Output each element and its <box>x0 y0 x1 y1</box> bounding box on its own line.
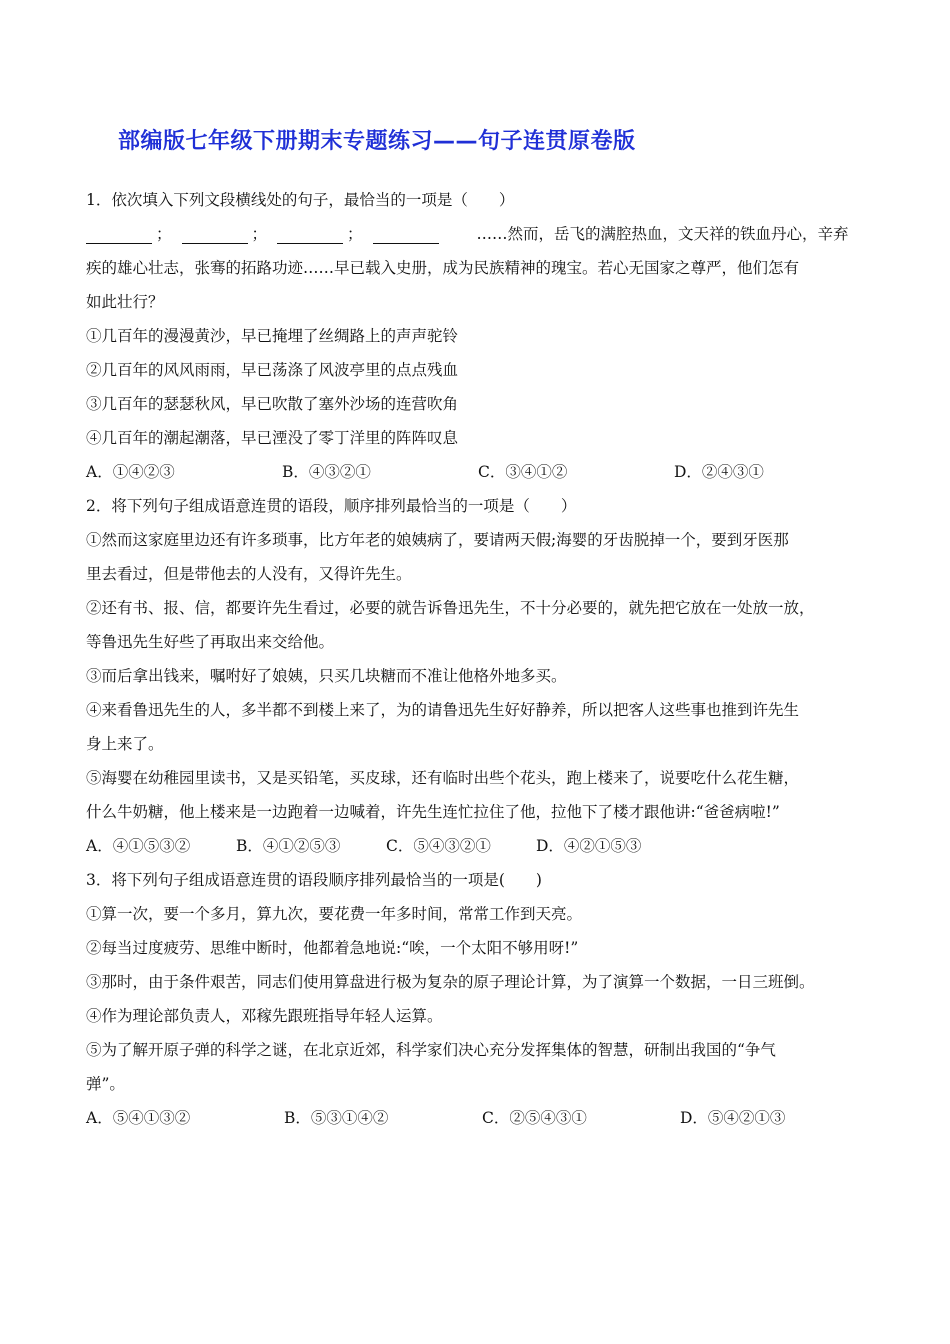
q3-line: 弹”。 <box>86 1075 125 1093</box>
q2-line: 什么牛奶糖，他上楼来是一边跑着一边喊着，许先生连忙拉住了他，拉他下了楼才跟他讲:“爸爸病啦!” <box>86 803 780 821</box>
q1-item: ④几百年的潮起潮落，早已湮没了零丁洋里的阵阵叹息 <box>86 429 459 447</box>
q1-text-line1: ……然而，岳飞的满腔热血，文天祥的铁血丹心，辛弃 <box>476 225 849 243</box>
q1-stem: 1．依次填入下列文段横线处的句子，最恰当的一项是（ ） <box>86 191 515 209</box>
q2-options <box>86 829 876 863</box>
q1-option-b[interactable]: B．④③②① <box>282 463 371 481</box>
q2-option-b[interactable]: B．④①②⑤③ <box>236 837 341 855</box>
q3-line: ③那时，由于条件艰苦，同志们使用算盘进行极为复杂的原子理论计算，为了演算一个数据，一日三班倒。 <box>86 973 815 991</box>
q1-text-line3: 如此壮行？ <box>86 293 164 311</box>
q1-item: ①几百年的漫漫黄沙，早已掩埋了丝绸路上的声声驼铃 <box>86 327 459 345</box>
q3-option-d[interactable]: D．⑤④②①③ <box>680 1109 786 1127</box>
q3-line: ①算一次，要一个多月，算九次，要花费一年多时间，常常工作到天亮。 <box>86 905 583 923</box>
q3-options <box>86 1101 876 1135</box>
page-title: 部编版七年级下册期末专题练习——句子连贯原卷版 <box>118 129 636 154</box>
q1-option-c[interactable]: C．③④①② <box>478 463 568 481</box>
q1-blanks-line <box>86 217 876 251</box>
q3-line: ⑤为了解开原子弹的科学之谜，在北京近郊，科学家们决心充分发挥集体的智慧，研制出我国的“争气 <box>86 1041 776 1059</box>
q2-line: 身上来了。 <box>86 735 164 753</box>
q2-option-a[interactable]: A．④①⑤③② <box>86 837 191 855</box>
q2-line: 里去看过，但是带他去的人没有，又得许先生。 <box>86 565 412 583</box>
q1-blank-4 <box>373 225 439 244</box>
q2-option-d[interactable]: D．④②①⑤③ <box>536 837 642 855</box>
q3-option-a[interactable]: A．⑤④①③② <box>86 1109 191 1127</box>
q1-item: ③几百年的瑟瑟秋风，早已吹散了塞外沙场的连营吹角 <box>86 395 459 413</box>
q2-option-c[interactable]: C．⑤④③②① <box>386 837 491 855</box>
q2-line: 等鲁迅先生好些了再取出来交给他。 <box>86 633 335 651</box>
q1-item: ②几百年的风风雨雨，早已荡涤了风波亭里的点点残血 <box>86 361 459 379</box>
q1-sep-3: ； <box>347 225 363 243</box>
q2-line: ④来看鲁迅先生的人，多半都不到楼上来了，为的请鲁迅先生好好静养，所以把客人这些事也推到许先生 <box>86 701 800 719</box>
q2-line: ①然而这家庭里边还有许多琐事，比方年老的娘姨病了，要请两天假;海婴的牙齿脱掉一个，要到牙医那 <box>86 531 789 549</box>
q1-sep-2: ； <box>251 225 268 243</box>
q3-line: ④作为理论部负责人，邓稼先跟班指导年轻人运算。 <box>86 1007 443 1025</box>
q1-option-a[interactable]: A．①④②③ <box>86 463 175 481</box>
q2-line: ⑤海婴在幼稚园里读书，又是买铅笔，买皮球，还有临时出些个花头，跑上楼来了，说要吃什么花生糖， <box>86 769 800 787</box>
q2-line: ③而后拿出钱来，嘱咐好了娘姨，只买几块糖而不准让他格外地多买。 <box>86 667 567 685</box>
q1-sep-1: ； <box>156 225 172 243</box>
q2-stem: 2．将下列句子组成语意连贯的语段，顺序排列最恰当的一项是（ ） <box>86 497 577 515</box>
q2-line: ②还有书、报、信，都要许先生看过，必要的就告诉鲁迅先生，不十分必要的，就先把它放在一处放一放， <box>86 599 815 617</box>
q3-line: ②每当过度疲劳、思维中断时，他都着急地说:“唉，一个太阳不够用呀!” <box>86 939 579 957</box>
q1-blank-3 <box>277 225 343 244</box>
q3-option-b[interactable]: B．⑤③①④② <box>284 1109 389 1127</box>
q1-options <box>86 455 876 489</box>
q1-blank-2 <box>182 225 248 244</box>
q1-option-d[interactable]: D．②④③① <box>674 463 764 481</box>
question-content <box>86 183 876 1135</box>
q1-blank-1 <box>86 225 152 244</box>
q3-option-c[interactable]: C．②⑤④③① <box>482 1109 587 1127</box>
q3-stem: 3．将下列句子组成语意连贯的语段顺序排列最恰当的一项是( ) <box>86 871 542 889</box>
q1-text-line2: 疾的雄心壮志，张骞的拓路功迹……早已载入史册，成为民族精神的瑰宝。若心无国家之尊严，他们怎有 <box>86 259 800 277</box>
